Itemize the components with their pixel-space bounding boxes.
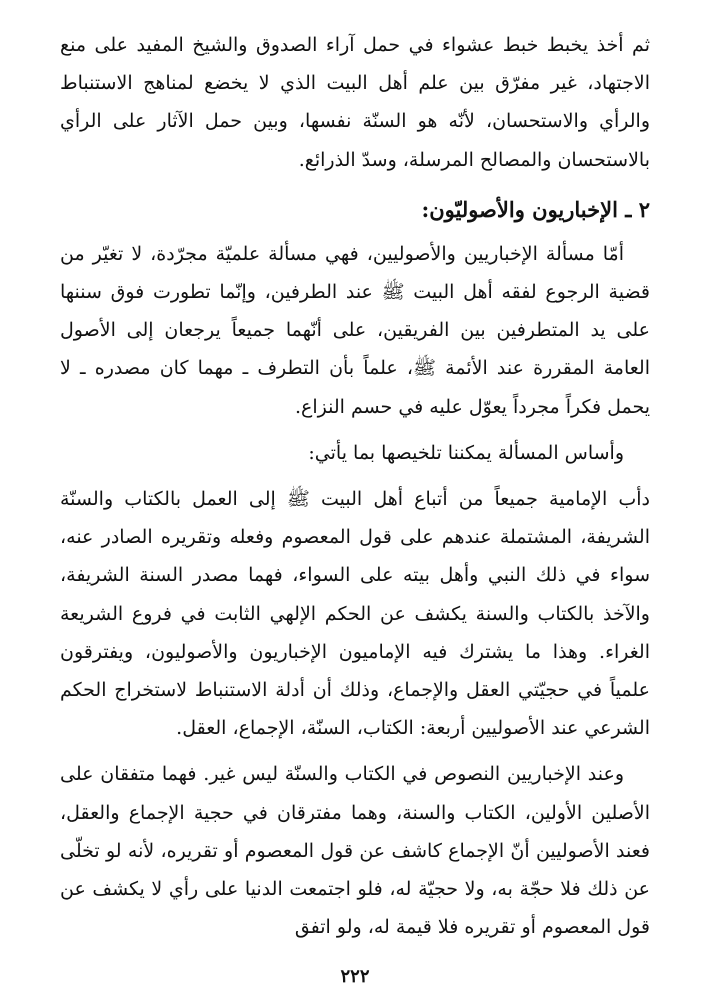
section-heading: ٢ ـ الإخباريون والأصوليّون: (421, 196, 650, 222)
paragraph-continuation: ثم أخذ يخبط خبط عشواء في حمل آراء الصدوق والشيخ المفيد على منع الاجتهاد، غير مفرّق بين علم أهل البيت الذي لا يخضع لمناهج الاستنباط والرأي والاستحسان، لأنّه هو السنّة نفسها، وبين حمل الآثار على الرأي بالاستحسان والمصالح المرسلة، وسدّ الذرائع. (60, 34, 650, 171)
page-body (60, 26, 650, 946)
page-number: ٢٢٢ (340, 966, 370, 987)
paragraph-akhbari-usuli: أمّا مسألة الإخباريين والأصوليين، فهي مسألة علميّة مجرّدة، لا تغيّر من قضية الرجوع لفقه أهل البيت ﷺ عند الطرفين، وإنّما تطورت فوق سننها على يد المتطرفين بين الفريقين، على أنّهما جميعاً يرجعان إلى الأصول العامة المقررة عند الأئمة ﷺ، علماً بأن التطرف ـ مهما كان مصدره ـ لا يحمل فكراً مجرداً يعوّل عليه في حسم النزاع. (60, 242, 650, 418)
paragraph-summary-intro: وأساس المسألة يمكننا تلخيصها بما يأتي: (308, 441, 624, 464)
paragraph-imamiya-sources: دأب الإمامية جميعاً من أتباع أهل البيت ﷺ إلى العمل بالكتاب والسنّة الشريفة، المشتملة عندهم على قول المعصوم وفعله وتقريره الصادر عنه، سواء في ذلك النبي وأهل بيته على السواء، فهما مصدر السنة الشريفة، والآخذ بالكتاب والسنة يكشف عن الحكم الإلهي الثابت في فروع الشريعة الغراء. وهذا ما يشترك فيه الإماميون الإخباريون والأصوليون، ويفترقون علمياً في حجيّتي العقل والإجماع، وذلك أن أدلة الاستنباط لاستخراج الحكم الشرعي عند الأصوليين أربعة: الكتاب، السنّة، الإجماع، العقل. (60, 488, 650, 740)
paragraph-akhbari-texts: وعند الإخباريين النصوص في الكتاب والسنّة ليس غير. فهما متفقان على الأصلين الأولين، الكتاب والسنة، وهما مفترقان في حجية الإجماع والعقل، فعند الأصوليين أنّ الإجماع كاشف عن قول المعصوم أو تقريره، لأنه لو تخلّى عن ذلك فلا حجّة به، ولا حجيّة له، فلو اجتمعت الدنيا على رأي لا يكشف عن قول المعصوم أو تقريره فلا قيمة له، ولو اتفق (60, 763, 650, 939)
